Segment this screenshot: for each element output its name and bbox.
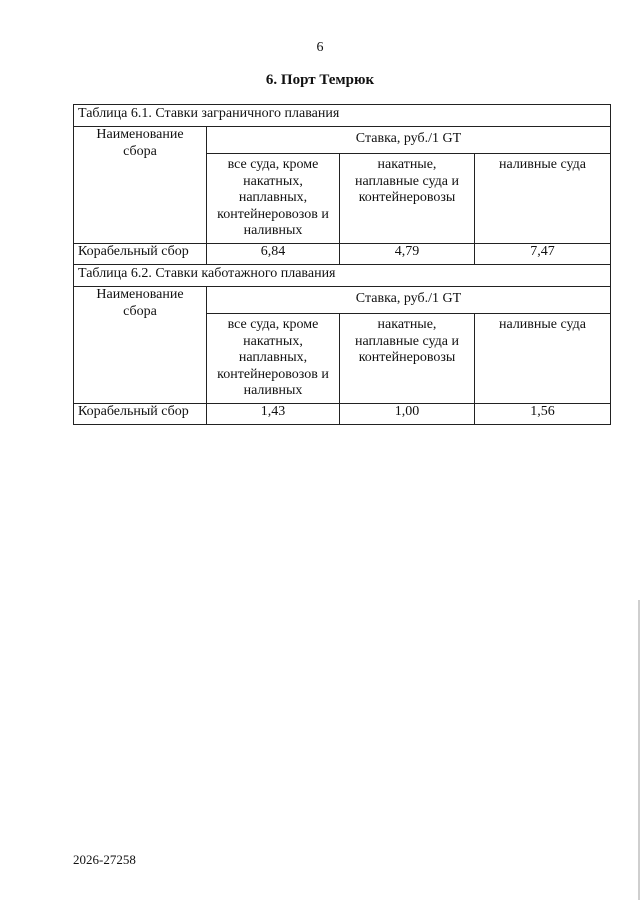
- rate-tankers: 1,56: [475, 404, 611, 425]
- rate-all-vessels: 6,84: [207, 244, 340, 265]
- column-header-rate: Ставка, руб./1 GT: [207, 287, 611, 314]
- rate-roro-container: 4,79: [340, 244, 475, 265]
- table-foreign-rates: [73, 104, 611, 425]
- document-code: 2026-27258: [73, 852, 136, 867]
- rate-roro-container: 1,00: [340, 404, 475, 425]
- column-header-all-vessels: все суда, кроме накатных, наплавных, контейнеровозов и наливных: [207, 314, 340, 404]
- column-header-fee-name: Наименование сбора: [74, 127, 207, 244]
- column-header-tankers: наливные суда: [475, 314, 611, 404]
- rates-tables: [73, 104, 610, 425]
- row-fee-name: Корабельный сбор: [74, 244, 207, 265]
- rate-all-vessels: 1,43: [207, 404, 340, 425]
- table-caption: Таблица 6.2. Ставки каботажного плавания: [74, 265, 611, 287]
- table-row: [74, 404, 611, 425]
- section-title: 6. Порт Темрюк: [265, 72, 375, 88]
- column-header-tankers: наливные суда: [475, 154, 611, 244]
- table-caption: Таблица 6.1. Ставки заграничного плавания: [74, 105, 611, 127]
- page-number: 6: [316, 40, 324, 55]
- column-header-fee-name: Наименование сбора: [74, 287, 207, 404]
- row-fee-name: Корабельный сбор: [74, 404, 207, 425]
- column-header-roro-container: накатные, наплавные суда и контейнеровозы: [340, 314, 475, 404]
- table-row: [74, 244, 611, 265]
- column-header-roro-container: накатные, наплавные суда и контейнеровозы: [340, 154, 475, 244]
- column-header-rate: Ставка, руб./1 GT: [207, 127, 611, 154]
- column-header-all-vessels: все суда, кроме накатных, наплавных, контейнеровозов и наливных: [207, 154, 340, 244]
- rate-tankers: 7,47: [475, 244, 611, 265]
